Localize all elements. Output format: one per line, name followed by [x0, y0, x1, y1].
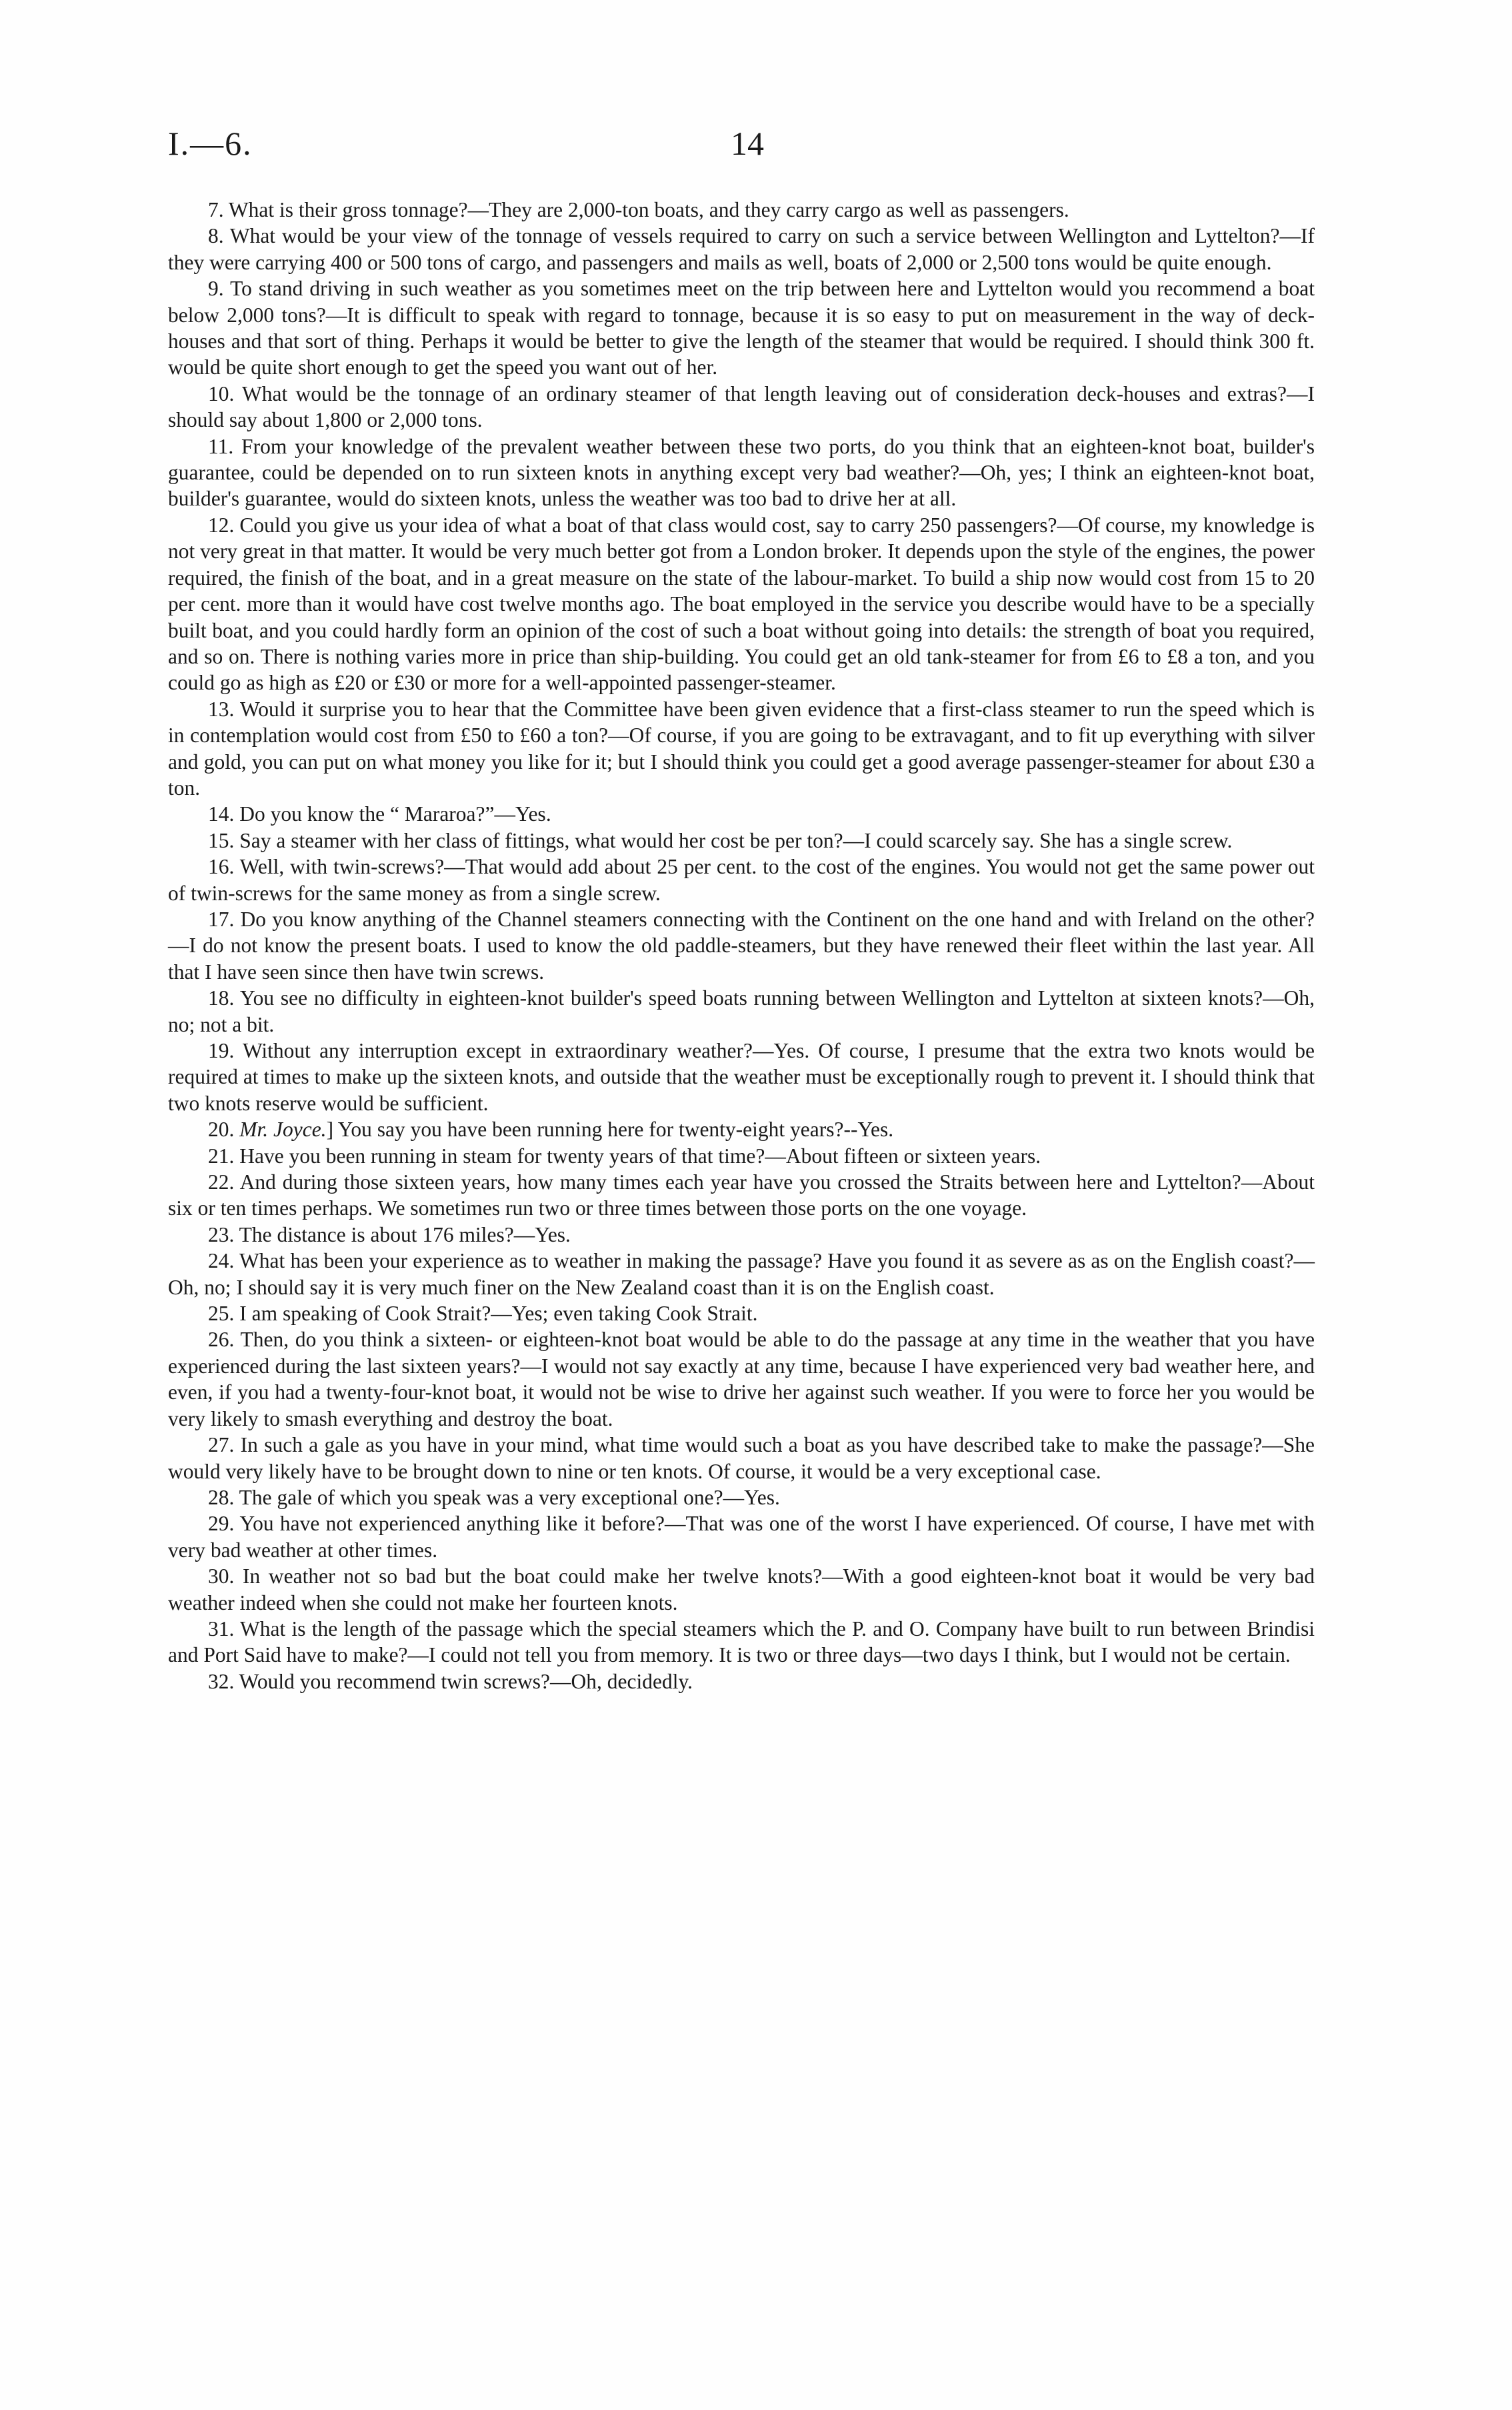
paragraph — [168, 696, 1315, 802]
answer: —I could scarcely say. She has a single screw. — [843, 828, 1233, 852]
question: 15. Say a steamer with her class of fittings, what would her cost be per ton? — [208, 828, 843, 852]
answer: --Yes. — [843, 1118, 894, 1142]
paragraph — [168, 197, 1315, 223]
paragraph — [168, 906, 1315, 985]
question: 13. Would it surprise you to hear that the Committee have been given evidence that a first-class steamer to run the speed which is in contemplation would cost from £50 to £60 a ton? — [168, 697, 1315, 748]
paragraph — [168, 1038, 1315, 1116]
paragraph — [168, 223, 1315, 275]
paragraph — [168, 801, 1315, 827]
question: 28. The gale of which you speak was a very exceptional one? — [208, 1485, 723, 1509]
question: 24. What has been your experience as to weather in making the passage? Have you found it as severe as as on the English coast? — [208, 1249, 1294, 1273]
question-number: 20. — [208, 1118, 240, 1142]
paragraph — [168, 1484, 1315, 1510]
speaker-bracket: ] — [326, 1118, 338, 1142]
answer: —I could not tell you from memory. It is two or three days—two days I think, but I would not be certain. — [407, 1643, 1291, 1667]
document-reference: I.—6. — [168, 125, 253, 162]
answer: —Oh, decidedly. — [550, 1669, 693, 1693]
answer: —Of course, my knowledge is not very great in that matter. It would be very much better got from a London broker. It depends upon the style of the engines, the power required, the finish of the boat, and in a great measure on the state of the labour-market. To build a ship now would cost from 15 to 20 per cent. more than it would have cost twelve months ago. The boat employed in the service you describe would have to be a specially built boat, and you could hardly form an opinion of the cost of such a boat without going into details: the strength of boat you required, and so on. There is nothing varies more in price than ship-building. You could get an old tank-steamer for from £6 to £8 a ton, and you could go as high as £20 or £30 or more for a well-appointed passenger-steamer. — [168, 513, 1315, 695]
paragraph — [168, 1169, 1315, 1222]
question: 30. In weather not so bad but the boat could make her twelve knots? — [208, 1564, 823, 1588]
question: 16. Well, with twin-screws? — [208, 855, 445, 879]
question: 31. What is the length of the passage which the special steamers which the P. and O. Company have built to run between Brindisi and Port Said have to make? — [168, 1616, 1315, 1667]
question: 29. You have not experienced anything like it before? — [208, 1512, 665, 1536]
question: 27. In such a gale as you have in your mind, what time would such a boat as you have described take to make the passage? — [208, 1433, 1263, 1457]
answer: —It is difficult to speak with regard to tonnage, because it is so easy to put on measurement in the way of deck-houses and that sort of thing. Perhaps it would be better to give the length of the steamer that would be required. I should think 300 ft. would be quite short enough to get the speed you want out of her. — [168, 303, 1315, 379]
question: 17. Do you know anything of the Channel steamers connecting with the Continent on the one hand and with Ireland on the other? — [208, 907, 1315, 931]
question: 12. Could you give us your idea of what a boat of that class would cost, say to carry 250 passengers? — [208, 513, 1057, 537]
question: 19. Without any interruption except in extraordinary weather? — [208, 1039, 753, 1062]
question: 10. What would be the tonnage of an ordinary steamer of that length leaving out of consideration deck-houses and extras? — [208, 381, 1287, 405]
question: 9. To stand driving in such weather as you sometimes meet on the trip between here and Lyttelton would you recommend a boat below 2,000 tons? — [168, 277, 1315, 327]
paragraph — [168, 1668, 1315, 1694]
answer: —Oh, yes; I think an eighteen-knot boat, builder's guarantee, would do sixteen knots, unless the weather was too bad to drive her at all. — [168, 461, 1315, 511]
answer: —She would very likely have to be brought down to nine or ten knots. Of course, it would be a very exceptional case. — [168, 1433, 1315, 1483]
paragraph — [168, 275, 1315, 381]
answer: —Of course, if you are going to be extravagant, and to fit up everything with silver and gold, you can put on what money you like for it; but I should think you could get a good average passenger-steamer for about £30 a ton. — [168, 724, 1315, 800]
answer: —I do not know the present boats. I used to know the old paddle-steamers, but they have renewed their fleet within the last year. All that I have seen since then have twin screws. — [168, 934, 1315, 984]
paragraph — [168, 854, 1315, 906]
question: 21. Have you been running in steam for twenty years of that time? — [208, 1144, 765, 1168]
paragraph — [168, 1116, 1315, 1142]
answer: —About six or ten times perhaps. We sometimes run two or three times between those ports on the one voyage. — [168, 1170, 1315, 1220]
paragraph — [168, 381, 1315, 433]
answer: —I would not say exactly at any time, because I have experienced very bad weather here, and even, if you had a twenty-four-knot boat, it would not be wise to drive her against such weather. If you were to force her you would be very likely to smash everything and destroy the boat. — [168, 1354, 1315, 1430]
answer: —About fifteen or sixteen years. — [765, 1144, 1041, 1168]
question: 14. Do you know the “ Mararoa?” — [208, 802, 495, 826]
paragraph — [168, 1510, 1315, 1563]
answer: —Oh, no; I should say it is very much finer on the New Zealand coast than it is on the English coast. — [168, 1249, 1315, 1299]
speaker-name: Mr. Joyce. — [239, 1118, 327, 1142]
answer: —That would add about 25 per cent. to the cost of the engines. You would not get the same power out of twin-screws for the same money as from a single screw. — [168, 855, 1315, 905]
paragraph — [168, 1563, 1315, 1616]
question: 25. I am speaking of Cook Strait? — [208, 1302, 491, 1326]
question: 11. From your knowledge of the prevalent weather between these two ports, do you think that an eighteen-knot boat, builder's guarantee, could be depended on to run sixteen knots in anything except very bad weather? — [168, 434, 1315, 485]
answer: —That was one of the worst I have experienced. Of course, I have met with very bad weather at other times. — [168, 1512, 1315, 1562]
answer: —If they were carrying 400 or 500 tons of cargo, and passengers and mails as well, boats of 2,000 or 2,500 tons would be quite enough. — [168, 224, 1315, 274]
paragraph — [168, 1326, 1315, 1432]
paragraph — [168, 1143, 1315, 1169]
paragraph — [168, 985, 1315, 1038]
answer: —I should say about 1,800 or 2,000 tons. — [168, 381, 1315, 432]
paragraph — [168, 1248, 1315, 1300]
question: 22. And during those sixteen years, how many times each year have you crossed the Straits between here and Lyttelton? — [208, 1170, 1241, 1194]
paragraph — [168, 1616, 1315, 1668]
paragraph — [168, 433, 1315, 512]
paragraph — [168, 1300, 1315, 1326]
question: 32. Would you recommend twin screws? — [208, 1669, 551, 1693]
answer: —Oh, no; not a bit. — [168, 986, 1315, 1036]
page-number: 14 — [731, 125, 764, 162]
question: 18. You see no difficulty in eighteen-knot builder's speed boats running between Wellington and Lyttelton at sixteen knots? — [208, 986, 1263, 1010]
question: 26. Then, do you think a sixteen- or eighteen-knot boat would be able to do the passage at any time in the weather that you have experienced during the last sixteen years? — [168, 1328, 1315, 1378]
answer: —Yes; even taking Cook Strait. — [491, 1302, 758, 1326]
paragraph — [168, 1222, 1315, 1248]
paragraph — [168, 512, 1315, 696]
paragraph — [168, 828, 1315, 854]
answer: —Yes. Of course, I presume that the extra two knots would be required at times to make up the sixteen knots, and outside that the weather must be exceptionally rough to prevent it. I should think that two knots reserve would be sufficient. — [168, 1039, 1315, 1115]
answer: —Yes. — [723, 1485, 780, 1509]
question: 8. What would be your view of the tonnage of vessels required to carry on such a service between Wellington and Lyttelton? — [208, 224, 1280, 248]
answer: —Yes. — [494, 802, 551, 826]
answer: —They are 2,000-ton boats, and they carry cargo as well as passengers. — [467, 198, 1069, 221]
paragraph — [168, 1432, 1315, 1484]
question: 23. The distance is about 176 miles? — [208, 1222, 514, 1246]
question: 7. What is their gross tonnage? — [208, 198, 468, 221]
answer: —With a good eighteen-knot boat it would be very bad weather indeed when she could not make her fourteen knots. — [168, 1564, 1315, 1614]
evidence-body — [168, 197, 1315, 1694]
answer: —Yes. — [513, 1222, 571, 1246]
question: You say you have been running here for twenty-eight years? — [337, 1118, 844, 1142]
